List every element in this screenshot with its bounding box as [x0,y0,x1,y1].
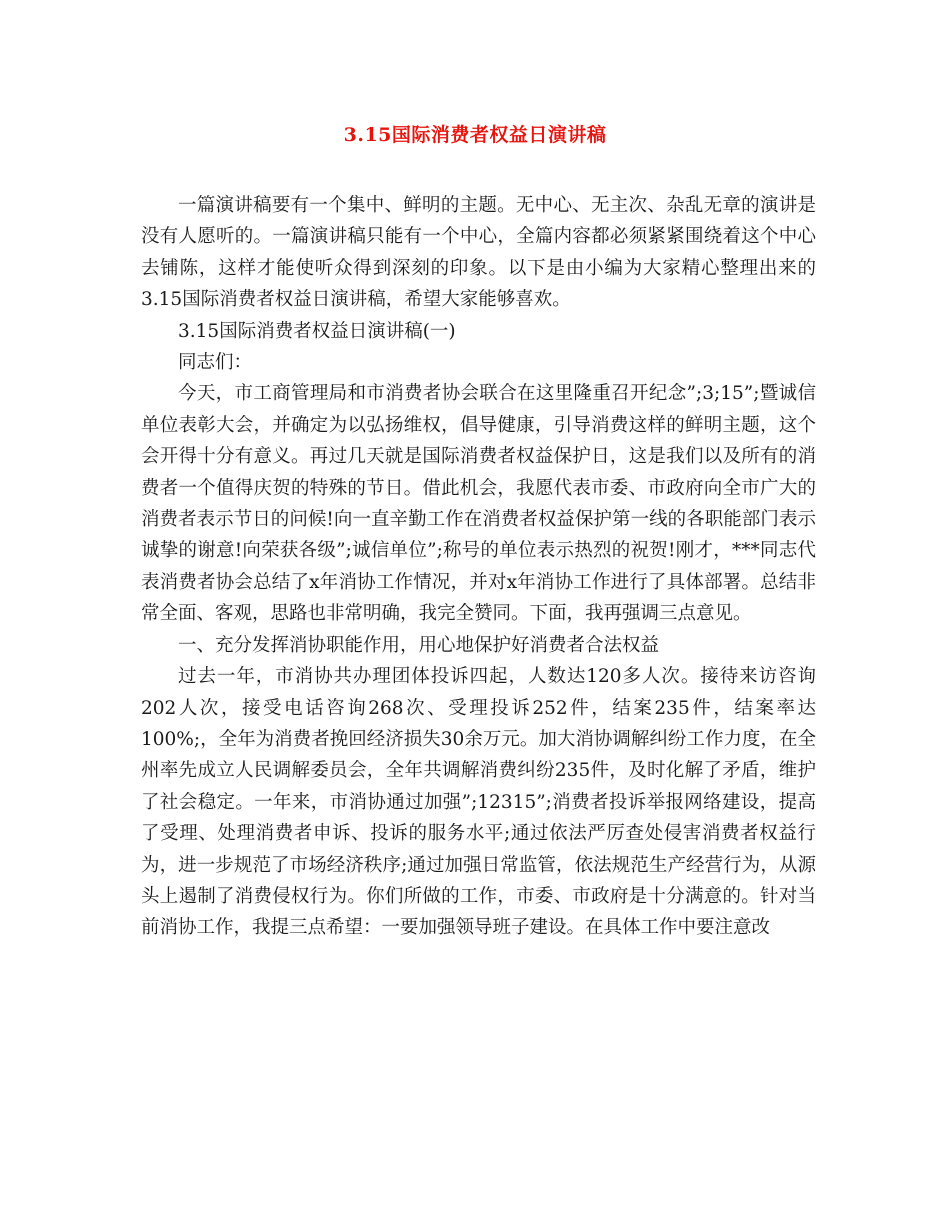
document-body [141,190,816,944]
paragraph-subtitle: 3.15国际消费者权益日演讲稿(一) [178,320,456,342]
paragraph-intro: 一篇演讲稿要有一个集中、鲜明的主题。无中心、无主次、杂乱无章的演讲是没有人愿听的。一篇演讲稿只能有一个中心，全篇内容都必须紧紧围绕着这个中心去铺陈，这样才能使听众得到深刻的印象。以下是由小编为大家精心整理出来的3.15国际消费者权益日演讲稿，希望大家能够喜欢。 [141,195,816,311]
paragraph-section-heading: 一、充分发挥消协职能作用，用心地保护好消费者合法权益 [178,634,660,656]
document-title: 3.15国际消费者权益日演讲稿 [343,124,607,146]
paragraph-opening: 今天，市工商管理局和市消费者协会联合在这里隆重召开纪念”;3;15”;暨诚信单位表彰大会，并确定为以弘扬维权，倡导健康，引导消费这样的鲜明主题，这个会开得十分有意义。再过几天就是国际消费者权益保护日，这是我们以及所有的消费者一个值得庆贺的特殊的节日。借此机会，我愿代表市委、市政府向全市广大的消费者表示节日的问候!向一直辛勤工作在消费者权益保护第一线的各职能部门表示诚挚的谢意!向荣获各级”;诚信单位”;称号的单位表示热烈的祝贺!刚才，***同志代表消费者协会总结了x年消协工作情况，并对x年消协工作进行了具体部署。总结非常全面、客观，思路也非常明确，我完全赞同。下面，我再强调三点意见。 [141,383,816,625]
paragraph-section-body: 过去一年，市消协共办理团体投诉四起，人数达120多人次。接待来访咨询202人次，接受电话咨询268次、受理投诉252件，结案235件，结案率达100%;，全年为消费者挽回经济损失30余万元。加大消协调解纠纷工作力度，在全州率先成立人民调解委员会，全年共调解消费纠纷235件，及时化解了矛盾，维护了社会稳定。一年来，市消协通过加强”;12315”;消费者投诉举报网络建设，提高了受理、处理消费者申诉、投诉的服务水平;通过依法严厉查处侵害消费者权益行为，进一步规范了市场经济秩序;通过加强日常监管，依法规范生产经营行为，从源头上遏制了消费侵权行为。你们所做的工作，市委、市政府是十分满意的。针对当前消协工作，我提三点希望：一要加强领导班子建设。在具体工作中要注意改 [141,666,816,939]
paragraph-salutation: 同志们： [178,352,253,374]
